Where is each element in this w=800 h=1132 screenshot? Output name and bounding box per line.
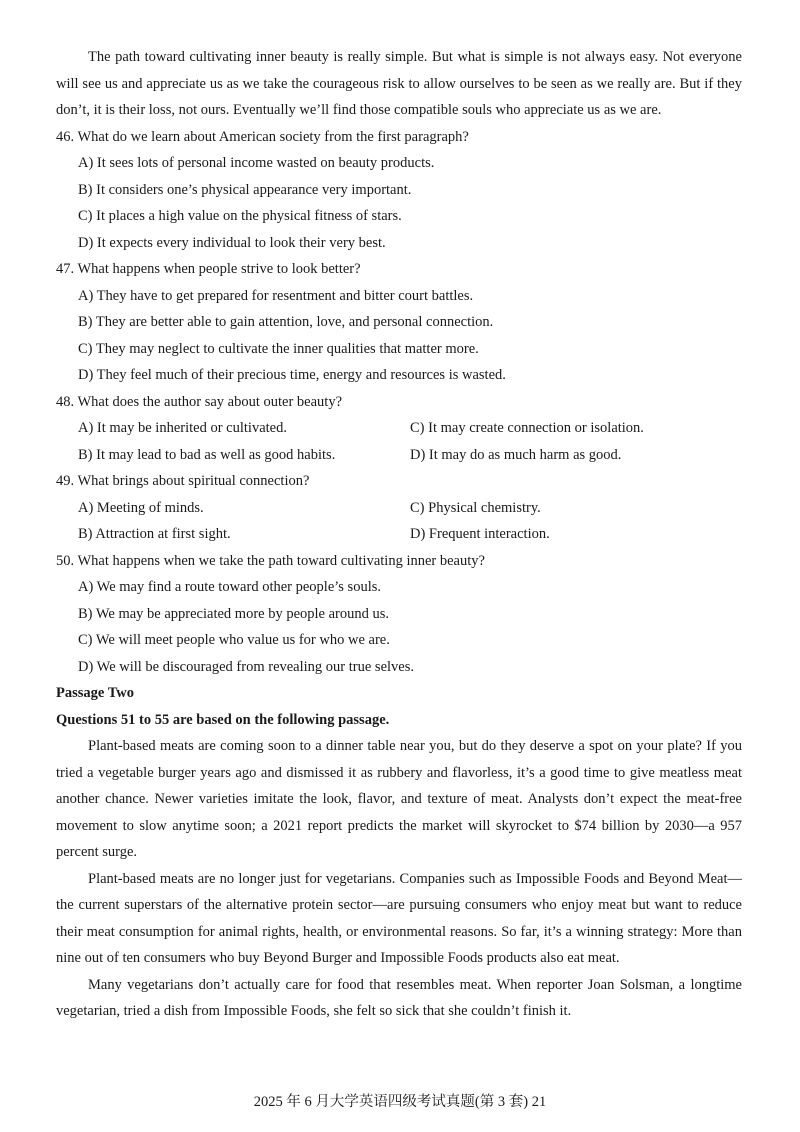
option-b: B) It may lead to bad as well as good habits. xyxy=(78,446,336,463)
option-b: B) It considers one’s physical appearance very important. xyxy=(78,181,412,198)
question-stem: 47. What happens when people strive to look better? xyxy=(56,261,361,277)
option-a: A) We may find a route toward other people’s souls. xyxy=(78,579,381,595)
passage-two-paragraph: Many vegetarians don’t actually care for food that resembles meat. When reporter Joan Solsman, a longtime vegetarian, tried a dish from Impossible Foods, she felt so sick that she couldn’t finish it. xyxy=(56,976,742,1019)
option-b: B) We may be appreciated more by people around us. xyxy=(78,605,390,622)
passage-one-closing-paragraph: The path toward cultivating inner beauty is really simple. But what is simple is not always easy. Not everyone will see us and appreciate us as we take the courageous risk to allow ourselves to be seen as we really are. But if they don’t, it is their loss, not ours. Eventually we’ll find those compatible souls who appreciate us as we are. xyxy=(56,49,742,118)
passage-two-paragraph: Plant-based meats are coming soon to a dinner table near you, but do they deserve a spot on your plate? If you tried a vegetable burger years ago and dismissed it as rubbery and flavorless, it’s a good time to give meatless meat another chance. Newer varieties imitate the look, flavor, and texture of meat. Analysts don’t expect the meat-free movement to slow anytime soon; a 2021 report predicts the market will skyrocket to $74 billion by 2030—a 957 percent surge. xyxy=(56,738,742,860)
question-49 xyxy=(56,468,742,548)
option-c: C) We will meet people who value us for who we are. xyxy=(78,632,390,648)
option-b: B) They are better able to gain attention, love, and personal connection. xyxy=(78,314,494,330)
question-47 xyxy=(56,256,742,389)
options-row xyxy=(56,495,742,522)
question-stem: 49. What brings about spiritual connection? xyxy=(56,473,310,489)
option-d: D) They feel much of their precious time, energy and resources is wasted. xyxy=(78,367,506,383)
options-row xyxy=(56,415,742,442)
question-50 xyxy=(56,548,742,681)
option-c: C) It may create connection or isolation. xyxy=(410,420,644,436)
option-d: D) It expects every individual to look their very best. xyxy=(78,234,386,251)
options-row xyxy=(56,442,742,469)
passage-two-paragraph: Plant-based meats are no longer just for vegetarians. Companies such as Impossible Foods and Beyond Meat—the current superstars of the alternative protein sector—are pursuing consumers who enjoy meat but want to reduce their meat consumption for animal rights, health, or environmental reasons. So far, it’s a winning strategy: More than nine out of ten consumers who buy Beyond Burger and Impossible Foods products also eat meat. xyxy=(56,870,742,966)
option-d: D) We will be discouraged from revealing our true selves. xyxy=(78,658,414,675)
exam-page xyxy=(56,44,742,1025)
option-a: A) It may be inherited or cultivated. xyxy=(78,420,287,436)
option-a: A) It sees lots of personal income wasted on beauty products. xyxy=(78,155,435,171)
question-stem: 50. What happens when we take the path toward cultivating inner beauty? xyxy=(56,552,485,569)
option-b: B) Attraction at first sight. xyxy=(78,526,231,542)
question-stem: 48. What does the author say about outer beauty? xyxy=(56,393,343,410)
option-c: C) Physical chemistry. xyxy=(410,499,541,516)
option-d: D) It may do as much harm as good. xyxy=(410,446,622,463)
option-a: A) They have to get prepared for resentment and bitter court battles. xyxy=(78,287,474,304)
passage-two-instructions: Questions 51 to 55 are based on the following passage. xyxy=(56,711,390,728)
question-48 xyxy=(56,389,742,469)
question-stem: 46. What do we learn about American society from the first paragraph? xyxy=(56,128,469,145)
option-a: A) Meeting of minds. xyxy=(78,499,204,516)
option-c: C) It places a high value on the physical fitness of stars. xyxy=(78,208,402,224)
question-46 xyxy=(56,124,742,257)
option-c: C) They may neglect to cultivate the inner qualities that matter more. xyxy=(78,340,479,357)
option-d: D) Frequent interaction. xyxy=(410,526,550,542)
passage-two-title: Passage Two xyxy=(56,685,135,701)
page-footer: 2025 年 6 月大学英语四级考试真题(第 3 套) 21 xyxy=(253,1094,547,1110)
options-row xyxy=(56,521,742,548)
